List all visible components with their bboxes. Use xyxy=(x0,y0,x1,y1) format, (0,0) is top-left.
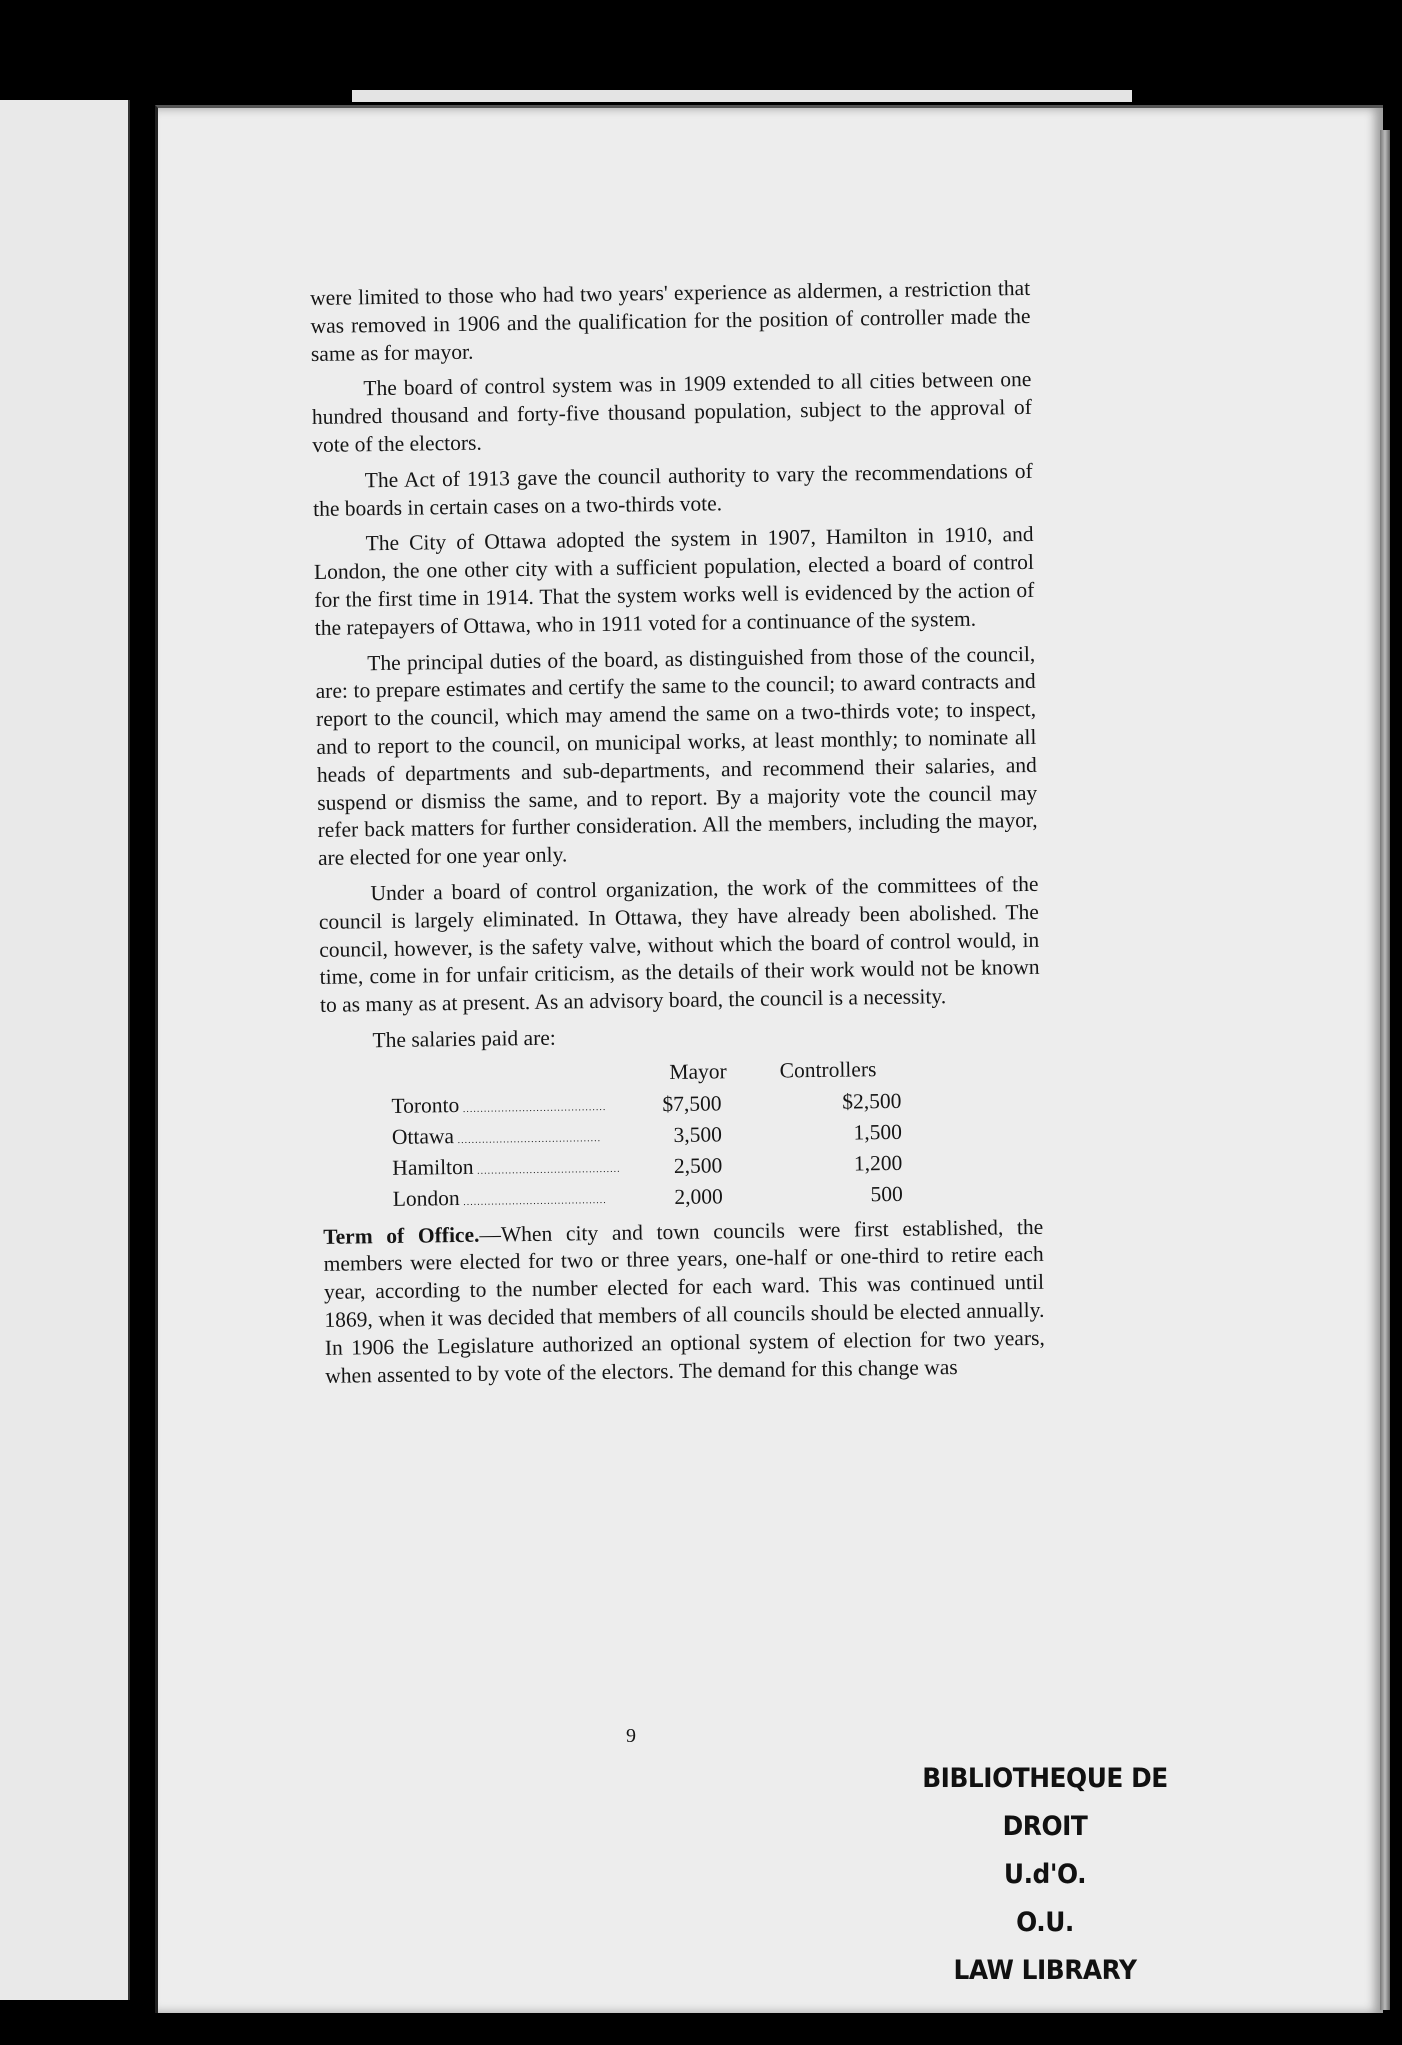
table-row xyxy=(393,1178,903,1216)
stamp-line: U.d'O. xyxy=(1003,1859,1087,1890)
mayor-salary: 3,500 xyxy=(673,1121,723,1147)
paragraph: The principal duties of the board, as distinguished from those of the council, are: to prepare estimates and certify the same to the council; to award contracts and report to the council, which may amend the same on a two-thirds vote; to inspect, and to report to the council, on municipal works, at least monthly; to nominate all heads of departments and sub-departments, and recommend their salaries, and suspend or dismiss the same, and to report. By a majority vote the council may refer back matters for further consideration. All the members, including the mayor, are elected for one year only. xyxy=(315,641,1038,871)
left-facing-page xyxy=(0,100,130,2000)
page-top-edge xyxy=(352,90,1132,102)
library-stamp xyxy=(880,1755,1210,1995)
controllers-salary: 1,500 xyxy=(853,1119,903,1145)
city-name: Ottawa ..... xyxy=(392,1120,642,1154)
salaries-table xyxy=(391,1056,903,1217)
paragraph: The City of Ottawa adopted the system in 1907, Hamilton in 1910, and London, the one other city with a sufficient population, elected a board of control for the first time in 1914. That the system works well is evidenced by the action of the ratepayers of Ottawa, who in 1911 voted for a continuance of the system. xyxy=(313,522,1035,640)
controllers-salary: 500 xyxy=(870,1181,903,1206)
column-header-mayor: Mayor xyxy=(669,1058,727,1084)
book-spine-edge xyxy=(1380,130,1390,2010)
city-name: London ..... xyxy=(393,1182,643,1216)
term-text: —When city and town councils were first established, the members were elected for two or three years, one-half or one-third to retire each year, according to the number elected for each ward. This was continued until 1869, when it was decided that members of all councils should be elected annually. In 1906 the Legislature authorized an optional system of election for two years, when assented to by vote of the electors. The demand for this change was xyxy=(323,1214,1045,1388)
stamp-line: LAW LIBRARY xyxy=(953,1955,1137,1986)
stamp-line: BIBLIOTHEQUE DE DROIT xyxy=(922,1763,1168,1842)
page-text xyxy=(310,275,1045,1398)
city-name: Hamilton ..... xyxy=(392,1151,642,1185)
paragraph: were limited to those who had two years' experience as aldermen, a restriction that was removed in 1906 and the qualification for the position of controller made the same as for mayor. xyxy=(310,275,1031,366)
mayor-salary: 2,000 xyxy=(674,1183,723,1209)
controllers-salary: 1,200 xyxy=(853,1150,903,1176)
salaries-intro: The salaries paid are: xyxy=(372,1025,556,1053)
controllers-salary: $2,500 xyxy=(842,1088,902,1114)
page-number: 9 xyxy=(626,1725,636,1747)
paragraph: The Act of 1913 gave the council authority to vary the recommendations of the boards in certain cases on a two-thirds vote. xyxy=(312,458,1033,521)
mayor-salary: $7,500 xyxy=(662,1090,722,1116)
city-name: Toronto ..... xyxy=(391,1089,641,1123)
stamp-line: O.U. xyxy=(1016,1907,1074,1938)
column-header-controllers: Controllers xyxy=(779,1056,877,1083)
paragraph: The board of control system was in 1909 extended to all cities between one hundred thousand and forty-five thousand population, subject to the approval of vote of the electors. xyxy=(311,367,1032,457)
mayor-salary: 2,500 xyxy=(673,1152,723,1178)
paragraph: Under a board of control organization, the work of the committees of the council is largely eliminated. In Ottawa, they have already been abolished. The council, however, is the safety valve, without which the board of control would, in time, come in for unfair criticism, as the details of their work would not be known to as many as at present. As an advisory board, the council is a necessity. xyxy=(318,871,1040,1018)
term-of-office-paragraph xyxy=(323,1213,1045,1390)
term-heading: Term of Office. xyxy=(323,1222,480,1249)
